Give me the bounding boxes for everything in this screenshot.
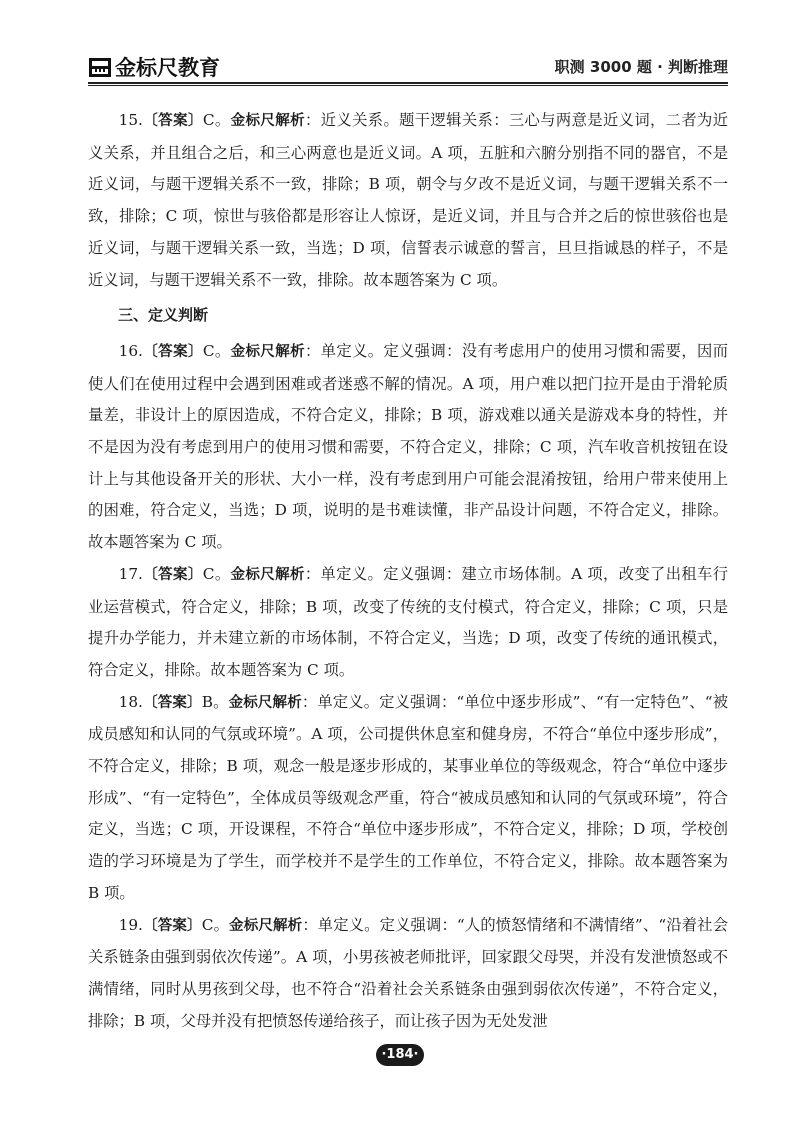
analysis-text: ：单定义。定义强调：“人的愤怒情绪和不满情绪”、“沿着社会关系链条由强到弱依次传递”。A 项，小男孩被老师批评，回家跟父母哭，并没有发泄愤怒或不满情绪，同时从男孩到父母，也不符合“沿着社会关系链条由强到弱依次传递”，不符合定义，排除；B 项，父母并没有把愤怒传递给孩子，而让孩子因为无处发泄 xyxy=(88,915,728,1030)
header-rule-thin xyxy=(88,85,728,86)
answer-label: 〔答案〕 xyxy=(142,694,202,711)
analysis-text: ：单定义。定义强调：“单位中逐步形成”、“有一定特色”、“被成员感知和认同的气氛或环境”。A 项，公司提供休息室和健身房，不符合“单位中逐步形成”，不符合定义，排除；B 项，观念一般是逐步形成的，某事业单位的等级观念，符合“单位中逐步形成”、“有一定特色”，全体成员等级观念严重，符合“被成员感知和认同的气氛或环境”，符合定义，当选；C 项，开设课程，不符合“单位中逐步形成”，不符合定义，排除；D 项，学校创造的学习环境是为了学生，而学校并不是学生的工作单位，不符合定义，排除。故本题答案为 B 项。 xyxy=(88,692,728,902)
analysis-label: 金标尺解析 xyxy=(228,694,302,711)
question-number: 18. xyxy=(118,692,143,711)
question-number: 16. xyxy=(118,341,143,360)
answer-label: 〔答案〕 xyxy=(142,113,203,129)
section-heading: 三、定义判断 xyxy=(118,306,209,325)
analysis-label: 金标尺解析 xyxy=(230,113,306,129)
question-number: 19. xyxy=(118,915,143,934)
answer-paragraph-17 xyxy=(88,559,728,687)
analysis-label: 金标尺解析 xyxy=(230,566,305,583)
answer-paragraph-16 xyxy=(88,336,728,559)
answer-label: 〔答案〕 xyxy=(142,566,203,583)
brand-name: 金标尺教育 xyxy=(115,56,220,80)
header-title: 职测 3000 题 · 判断推理 xyxy=(554,58,728,76)
header-rule xyxy=(88,82,728,84)
brand-logo xyxy=(88,52,220,82)
answer-label: 〔答案〕 xyxy=(142,343,203,360)
answer-value: B。 xyxy=(201,692,229,711)
answer-value: C。 xyxy=(202,564,231,583)
page-number: ·184· xyxy=(376,1044,424,1066)
answer-value: C。 xyxy=(201,915,230,934)
answer-value: C。 xyxy=(202,341,231,360)
analysis-label: 金标尺解析 xyxy=(229,917,303,934)
page-header xyxy=(88,50,728,80)
analysis-text: ：近义关系。题干逻辑关系：三心与两意是近义词，二者为近义关系，并且组合之后，和三心两意也是近义词。A 项，五脏和六腑分别指不同的器官，不是近义词，与题干逻辑关系不一致，排除；B 项，朝令与夕改不是近义词，与题干逻辑关系不一致，排除；C 项，惊世与骇俗都是形容让人惊讶，是近义词，并且与合并之后的惊世骇俗也是近义词，与题干逻辑关系一致，当选；D 项，信誓表示诚意的誓言，旦旦指诚恳的样子，不是近义词，与题干逻辑关系不一致，排除。故本题答案为 C 项。 xyxy=(88,111,729,289)
analysis-label: 金标尺解析 xyxy=(230,343,306,360)
answer-paragraph-15 xyxy=(88,105,728,296)
analysis-text: ：单定义。定义强调：建立市场体制。A 项，改变了出租车行业运营模式，符合定义，排除；B 项，改变了传统的支付模式，符合定义，排除；C 项，只是提升办学能力，并未建立新的市场体制，不符合定义，当选；D 项，改变了传统的通讯模式，符合定义，排除。故本题答案为 C 项。 xyxy=(88,564,728,679)
answer-label: 〔答案〕 xyxy=(142,917,202,934)
question-number: 17. xyxy=(118,564,143,583)
ruler-logo-icon xyxy=(88,57,112,78)
answer-paragraph-18 xyxy=(88,687,728,910)
analysis-text: ：单定义。定义强调：没有考虑用户的使用习惯和需要，因而使人们在使用过程中会遇到困难或者迷惑不解的情况。A 项，用户难以把门拉开是由于滑轮质量差，非设计上的原因造成，不符合定义，排除；B 项，游戏难以通关是游戏本身的特性，并不是因为没有考虑到用户的使用习惯和需要，不符合定义，排除；C 项，汽车收音机按钮在设计上与其他设备开关的形状、大小一样，没有考虑到用户可能会混淆按钮，给用户带来使用上的困难，符合定义，当选；D 项，说明的是书难读懂，非产品设计问题，不符合定义，排除。故本题答案为 C 项。 xyxy=(88,341,729,552)
question-number: 15. xyxy=(118,111,143,129)
answer-paragraph-19 xyxy=(88,910,728,1038)
page-content xyxy=(88,105,728,1037)
answer-value: C。 xyxy=(202,111,231,129)
